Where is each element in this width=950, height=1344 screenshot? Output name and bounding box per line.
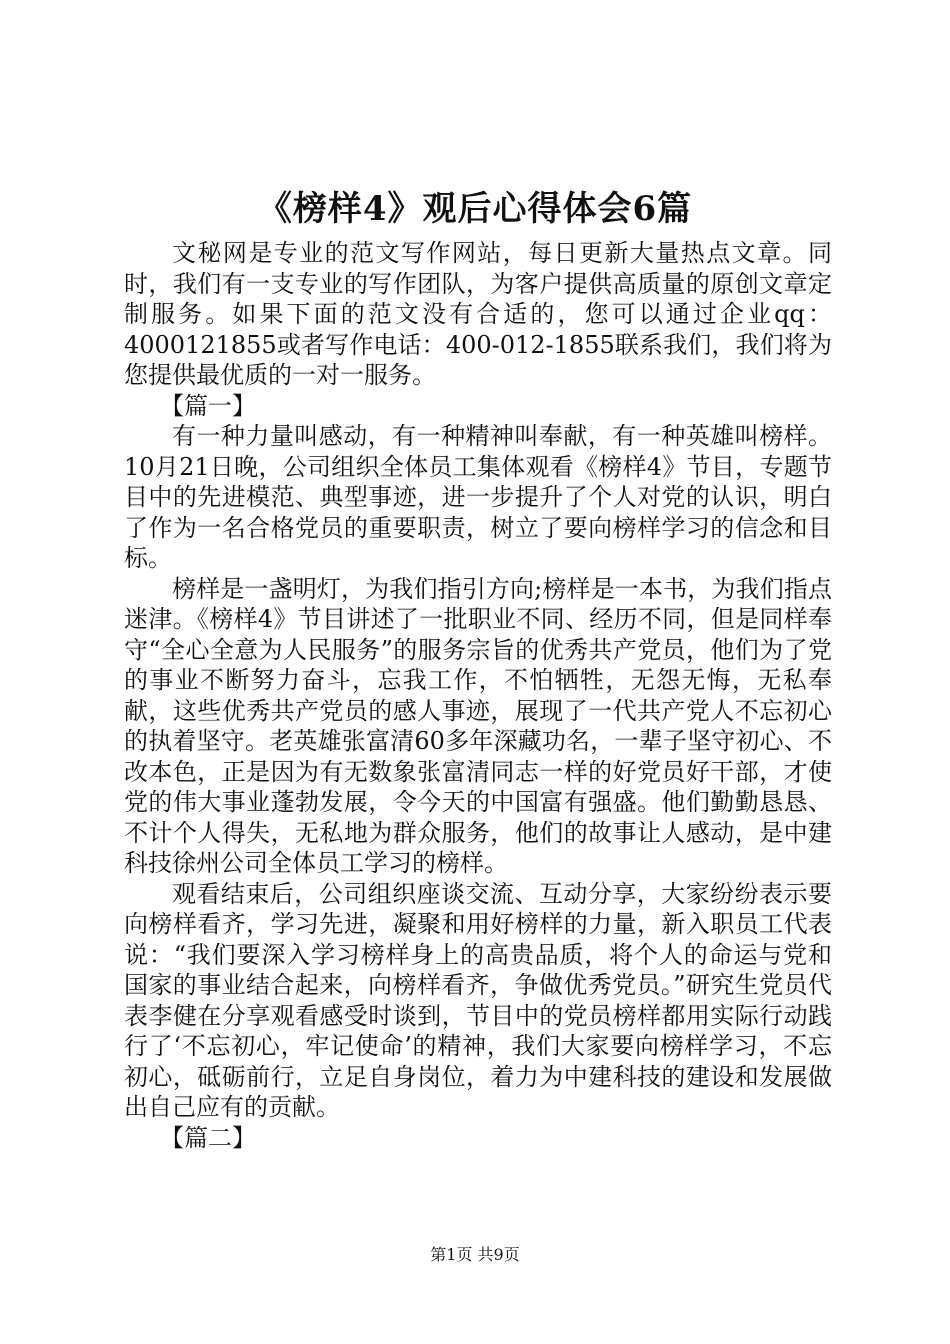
- document-title: 《榜样4》观后心得体会6篇: [257, 189, 693, 229]
- body-paragraph: 榜样是一盏明灯，为我们指引方向;榜样是一本书，为我们指点迷津。《榜样4》节目讲述了一批职业不同、经历不同，但是同样奉守“全心全意为人民服务”的服务宗旨的优秀共产党员，他们为了党的事业不断努力奋斗，忘我工作，不怕牺牲，无怨无悔，无私奉献，这些优秀共产党员的感人事迹，展现了一代共产党人不忘初心的执着坚守。老英雄张富清60多年深藏功名，一辈子坚守初心、不改本色，正是因为有无数象张富清同志一样的好党员好干部，才使党的伟大事业蓬勃发展，令今天的中国富有强盛。他们勤勤恳恳、不计个人得失，无私地为群众服务，他们的故事让人感动，是中建科技徐州公司全体员工学习的榜样。: [124, 574, 832, 877]
- section-heading-1: 【篇一】: [160, 391, 256, 420]
- section-heading-2: 【篇二】: [160, 1123, 256, 1152]
- body-paragraph: 观看结束后，公司组织座谈交流、互动分享，大家纷纷表示要向榜样看齐，学习先进，凝聚和用好榜样的力量，新入职员工代表说：“我们要深入学习榜样身上的高贵品质，将个人的命运与党和国家的事业结合起来，向榜样看齐，争做优秀党员。”研究生党员代表李健在分享观看感受时谈到，节目中的党员榜样都用实际行动践行了‘不忘初心，牢记使命’的精神，我们大家要向榜样学习，不忘初心，砥砺前行，立足自身岗位，着力为中建科技的建设和发展做出自己应有的贡献。: [124, 879, 832, 1121]
- document-body: [124, 238, 832, 1153]
- page-number-footer: 第1页 共9页: [430, 1245, 520, 1264]
- body-paragraph: 有一种力量叫感动，有一种精神叫奉献，有一种英雄叫榜样。10月21日晚，公司组织全体员工集体观看《榜样4》节目，专题节目中的先进模范、典型事迹，进一步提升了个人对党的认识，明白了作为一名合格党员的重要职责，树立了要向榜样学习的信念和目标。: [124, 422, 832, 572]
- intro-paragraph: 文秘网是专业的范文写作网站，每日更新大量热点文章。同时，我们有一支专业的写作团队，为客户提供高质量的原创文章定制服务。如果下面的范文没有合适的，您可以通过企业qq：4000121855或者写作电话：400-012-1855联系我们，我们将为您提供最优质的一对一服务。: [124, 239, 832, 389]
